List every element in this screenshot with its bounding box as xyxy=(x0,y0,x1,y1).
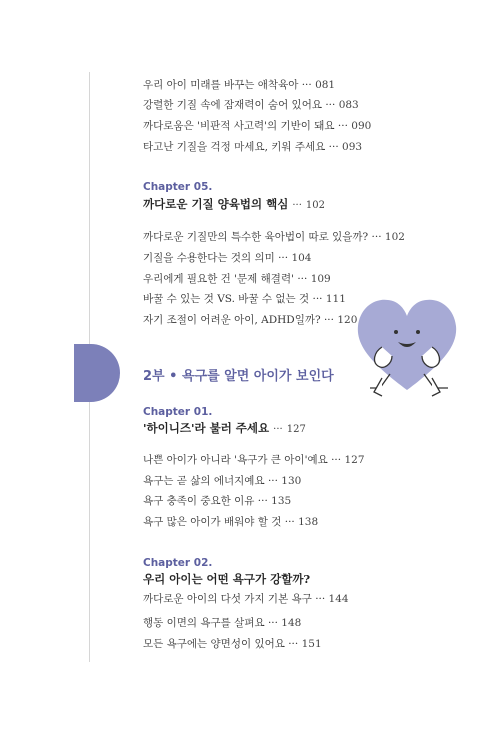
chapter-title: 우리 아이는 어떤 욕구가 강할까? xyxy=(143,572,311,586)
toc-entry: 까다로움은 '비판적 사고력'의 기반이 돼요 ··· 090 xyxy=(143,120,372,132)
toc-entry: 욕구 많은 아이가 배워야 할 것 ··· 138 xyxy=(143,516,319,528)
chapter-label: Chapter 05. xyxy=(143,181,213,193)
chapter-title: '하이니즈'라 불러 주세요 ··· 127 xyxy=(143,421,306,435)
heart-character-icon xyxy=(352,292,462,402)
toc-entry: 욕구 충족이 중요한 이유 ··· 135 xyxy=(143,495,292,507)
toc-entry: 타고난 기질을 걱정 마세요, 키워 주세요 ··· 093 xyxy=(143,141,363,153)
toc-entry: 자기 조절이 어려운 아이, ADHD일까? ··· 120 xyxy=(143,314,358,326)
toc-entry: 행동 이면의 욕구를 살펴요 ··· 148 xyxy=(143,617,302,629)
toc-entry: 강렬한 기질 속에 잠재력이 숨어 있어요 ··· 083 xyxy=(143,99,359,111)
toc-entry: 욕구는 곧 삶의 에너지예요 ··· 130 xyxy=(143,475,302,487)
toc-entry: 바꿀 수 있는 것 VS. 바꿀 수 없는 것 ··· 111 xyxy=(143,293,346,305)
toc-entry: 우리에게 필요한 건 '문제 해결력' ··· 109 xyxy=(143,273,331,285)
toc-entry: 모든 욕구에는 양면성이 있어요 ··· 151 xyxy=(143,638,322,650)
toc-entry: 기질을 수용한다는 것의 의미 ··· 104 xyxy=(143,252,312,264)
toc-entry: 우리 아이 미래를 바꾸는 애착육아 ··· 081 xyxy=(143,79,336,91)
part-tab-marker xyxy=(74,344,120,402)
toc-entry: 까다로운 아이의 다섯 가지 기본 욕구 ··· 144 xyxy=(143,593,349,605)
chapter-label: Chapter 01. xyxy=(143,406,213,418)
chapter-title: 까다로운 기질 양육법의 핵심 ··· 102 xyxy=(143,197,325,211)
part-heading: 2부 • 욕구를 알면 아이가 보인다 xyxy=(143,369,334,384)
chapter-label: Chapter 02. xyxy=(143,557,213,569)
toc-entry: 나쁜 아이가 아니라 '욕구가 큰 아이'예요 ··· 127 xyxy=(143,454,365,466)
toc-entry: 까다로운 기질만의 특수한 육아법이 따로 있을까? ··· 102 xyxy=(143,231,405,243)
